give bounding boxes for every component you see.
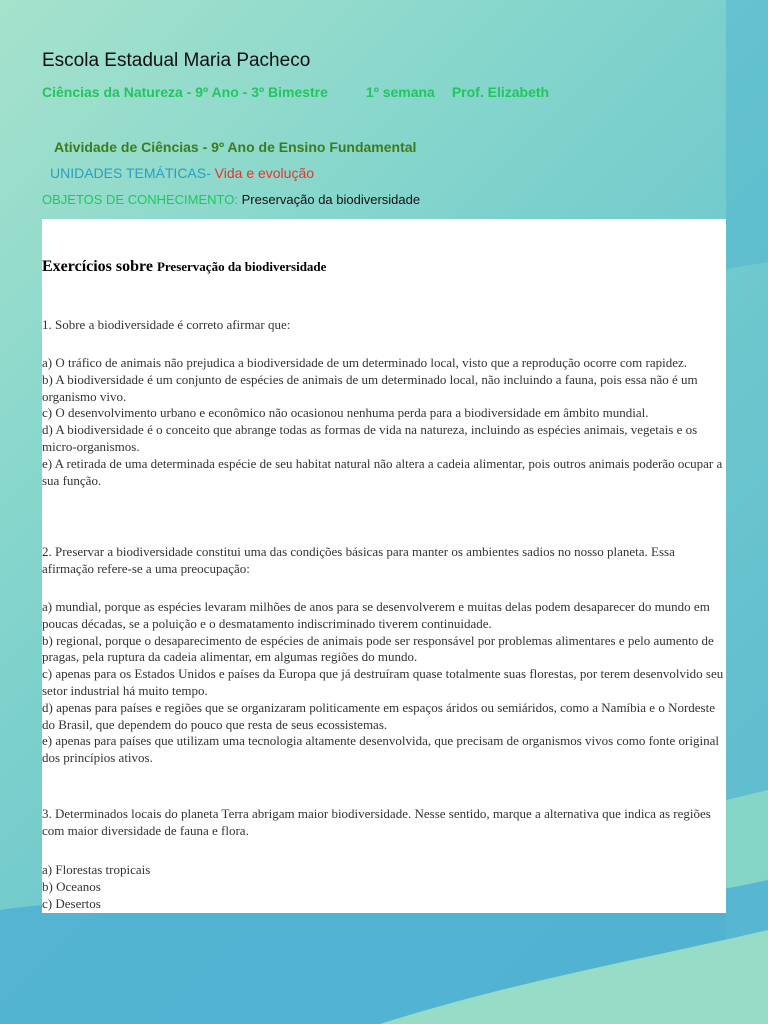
exercises-title-topic: Preservação da biodiversidade [156, 259, 327, 274]
subject-label: Ciências da Natureza - 9º Ano - 3º Bimestre [42, 84, 328, 100]
question-2-option-c: c) apenas para os Estados Unidos e países da Europa que já destruíram quase totalmente suas florestas, por terem desenvolvido seu setor industrial há muito tempo. [42, 666, 724, 698]
exercises-title-main: Exercícios sobre [42, 258, 157, 275]
question-3-option-a: a) Florestas tropicais [42, 862, 151, 877]
question-1-options [42, 355, 726, 489]
question-2-option-a: a) mundial, porque as espécies levaram milhões de anos para se desenvolverem e muitas delas podem desaparecer do mundo em poucas décadas, se a poluição e o desmatamento indiscriminado tiverem continuidade. [42, 599, 710, 631]
course-info [42, 84, 549, 100]
school-name: Escola Estadual Maria Pacheco [42, 50, 311, 71]
question-2-option-b: b) regional, porque o desaparecimento de espécies de animais pode ser responsável por problemas alimentares e pelo aumento de pragas, pela ruptura da cadeia alimentar, em algumas regiões do mundo. [42, 632, 714, 665]
question-1-option-a: a) O tráfico de animais não prejudica a biodiversidade de um determinado local, visto que a reprodução ocorre com rapidez. [42, 355, 688, 370]
knowledge-objects-label: OBJETOS DE CONHECIMENTO: [42, 192, 242, 207]
exercise-sheet [42, 219, 726, 913]
knowledge-objects [42, 192, 420, 207]
thematic-units [50, 165, 314, 181]
exercises-title [42, 258, 326, 276]
thematic-units-value: Vida e evolução [214, 165, 315, 181]
question-1-option-c: c) O desenvolvimento urbano e econômico não ocasionou nenhuma perda para a biodiversidade em âmbito mundial. [42, 405, 649, 421]
question-2-stem: 2. Preservar a biodiversidade constitui uma das condições básicas para manter os ambientes sadios no nosso planeta. Essa afirmação refere-se a uma preocupação: [42, 544, 675, 576]
question-2-option-e: e) apenas para países que utilizam uma tecnologia altamente desenvolvida, que precisam de organismos vivos como fonte original dos princípios ativos. [42, 733, 719, 766]
question-1-option-d: d) A biodiversidade é o conceito que abrange todas as formas de vida na natureza, incluindo as espécies animais, vegetais e os micro-organismos. [42, 422, 698, 454]
question-1-option-b: b) A biodiversidade é um conjunto de espécies de animais de um determinado local, não incluindo a fauna, pois essa não é um organismo vivo. [42, 371, 698, 404]
question-3-option-c: c) Desertos [42, 895, 101, 911]
question-1-option-e: e) A retirada de uma determinada espécie de seu habitat natural não altera a cadeia alimentar, pois outros animais poderão ocupar a sua função. [42, 455, 723, 488]
question-2-option-d: d) apenas para países e regiões que se organizaram politicamente em espaços áridos ou semiáridos, como a Namíbia e o Nordeste do Brasil, que dependem do pouco que resta de seus ecossistemas. [42, 699, 715, 732]
thematic-units-label: UNIDADES TEMÁTICAS- [50, 165, 215, 181]
question-3-option-b: b) Oceanos [42, 878, 101, 894]
question-3-stem: 3. Determinados locais do planeta Terra abrigam maior biodiversidade. Nesse sentido, marque a alternativa que indica as regiões com maior diversidade de fauna e flora. [42, 806, 711, 838]
week-label: 1º semana [365, 84, 435, 100]
question-2-options [42, 599, 726, 767]
teacher-label: Prof. Elizabeth [451, 84, 550, 100]
knowledge-objects-value: Preservação da biodiversidade [241, 192, 421, 207]
question-1-stem: 1. Sobre a biodiversidade é correto afirmar que: [42, 317, 291, 332]
activity-title: Atividade de Ciências - 9º Ano de Ensino Fundamental [54, 139, 417, 155]
question-3-options [42, 862, 726, 912]
